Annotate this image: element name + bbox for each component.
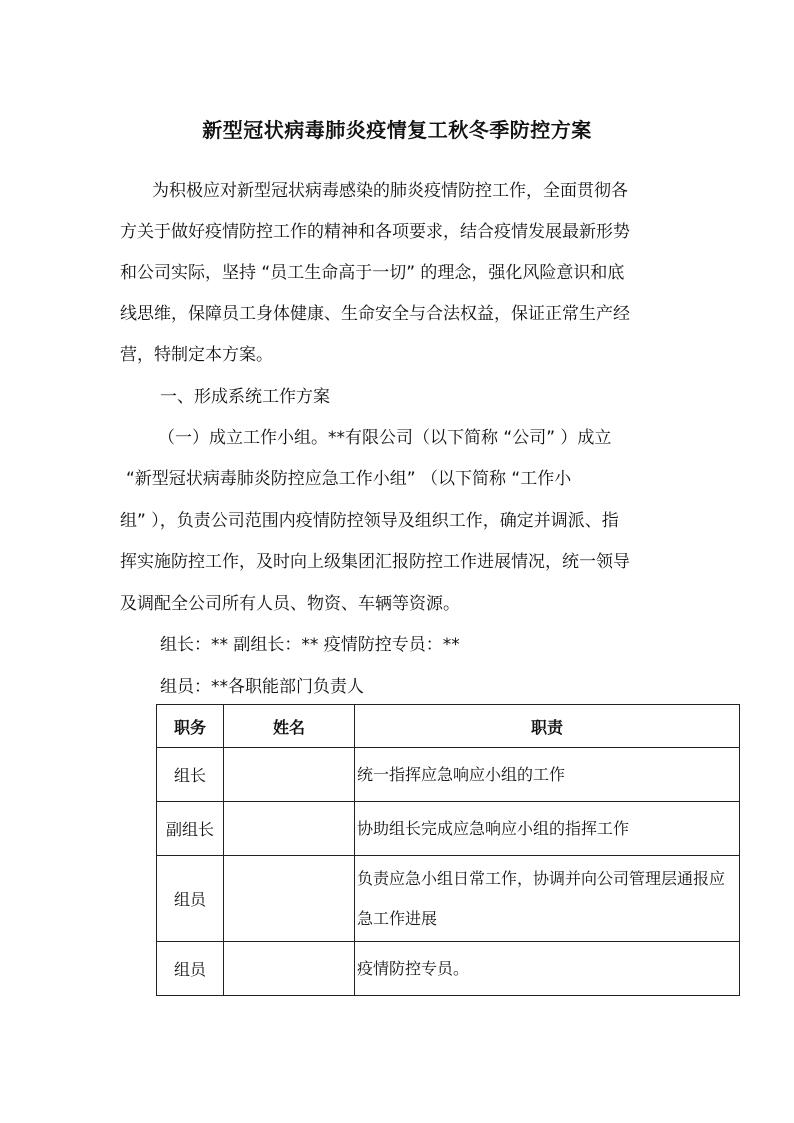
row-name: [224, 802, 355, 856]
intro-line-5: 营，特制定本方案。: [120, 345, 273, 365]
subsection-line-2: “新型冠状病毒肺炎防控应急工作小组” （以下简称 “工作小: [126, 469, 572, 489]
table-row: [157, 802, 740, 856]
intro-line-4: 线思维，保障员工身体健康、生命安全与合法权益，保证正常生产经: [120, 304, 630, 324]
row-role: 组员: [157, 942, 224, 996]
leaders-line: 组长：** 副组长：** 疫情防控专员：**: [160, 635, 460, 655]
table-header-row: [157, 705, 740, 748]
section-heading: 一、形成系统工作方案: [160, 387, 330, 407]
row-name: [224, 942, 355, 996]
row-name: [224, 856, 355, 942]
header-role: 职务: [157, 705, 224, 748]
row-duty: 疫情防控专员。: [355, 942, 740, 996]
row-duty: 负责应急小组日常工作，协调并向公司管理层通报应急工作进展: [355, 856, 740, 942]
row-role: 副组长: [157, 802, 224, 856]
subsection-line-5: 及调配全公司所有人员、物资、车辆等资源。: [120, 594, 460, 614]
members-line: 组员：**各职能部门负责人: [160, 677, 364, 697]
table-row: [157, 748, 740, 802]
row-role: 组长: [157, 748, 224, 802]
row-name: [224, 748, 355, 802]
document-title: 新型冠状病毒肺炎疫情复工秋冬季防控方案: [202, 118, 592, 142]
header-duty: 职责: [355, 705, 740, 748]
intro-line-1: 为积极应对新型冠状病毒感染的肺炎疫情防控工作，全面贯彻各: [152, 181, 628, 201]
row-duty: 协助组长完成应急响应小组的指挥工作: [355, 802, 740, 856]
row-role: 组员: [157, 856, 224, 942]
row-duty: 统一指挥应急响应小组的工作: [355, 748, 740, 802]
header-name: 姓名: [224, 705, 355, 748]
intro-line-2: 方关于做好疫情防控工作的精神和各项要求，结合疫情发展最新形势: [120, 222, 630, 242]
duty-table: [156, 704, 740, 996]
table-row: [157, 856, 740, 942]
table-row: [157, 942, 740, 996]
subsection-line-1: （一）成立工作小组。**有限公司（以下简称 “公司” ）成立: [158, 428, 612, 448]
subsection-line-4: 挥实施防控工作，及时向上级集团汇报防控工作进展情况，统一领导: [120, 552, 630, 572]
intro-line-3: 和公司实际，坚持 “员工生命高于一切” 的理念，强化风险意识和底: [120, 263, 625, 283]
subsection-line-3: 组” ），负责公司范围内疫情防控领导及组织工作，确定并调派、指: [120, 511, 619, 531]
